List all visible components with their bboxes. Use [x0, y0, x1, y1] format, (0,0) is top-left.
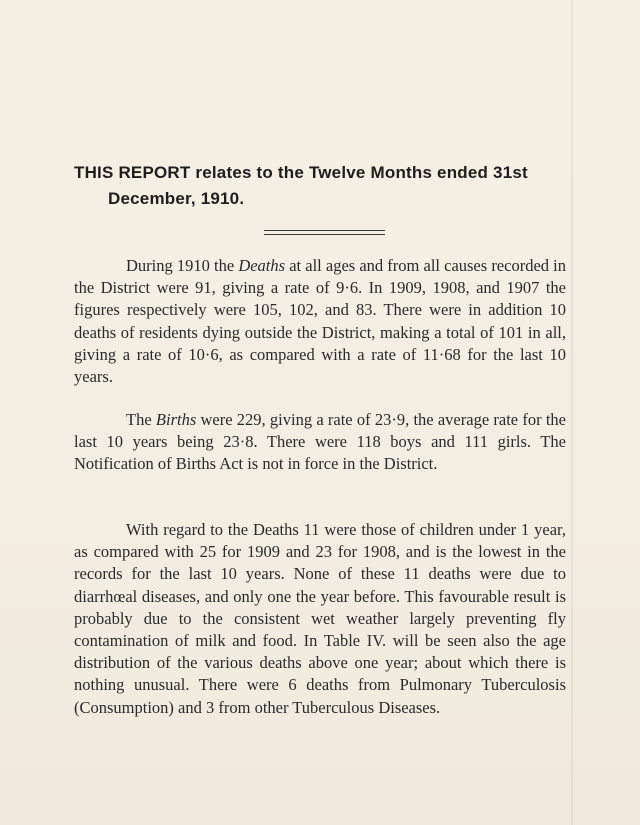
heading-line-1: THIS REPORT relates to the Twelve Months ended 31st [74, 163, 528, 182]
double-rule-bottom [264, 234, 385, 235]
text-run: were 229, giving a rate of 23·9, the average rate for the last 10 years being 23·8. There were 118 boys and 111 girls. The Notification of Births Act is not in force in the District. [74, 410, 566, 474]
text-run: at all ages and from all causes recorded in the District were 91, giving a rate of 9·6. In 1909, 1908, and 1907 the figures respectively were 105, 102, and 83. There were in addition 10 deaths of residents dying outside the District, making a total of 101 in all, giving a rate of 10·6, as compared with a rate of 11·68 for the last 10 years. [74, 256, 566, 387]
paragraph-text [74, 519, 566, 719]
text-run: The [126, 410, 156, 429]
report-heading [74, 160, 574, 212]
page-fold-shadow [571, 0, 573, 825]
emphasis-deaths: Deaths [238, 256, 286, 275]
heading-line-2: December, 1910. [108, 189, 245, 208]
paragraph-text [74, 409, 566, 476]
paragraph-text [74, 255, 566, 388]
paragraph-deaths [74, 255, 566, 388]
text-run: During 1910 the [126, 256, 239, 275]
paragraph-infant-deaths [74, 519, 566, 719]
text-run: With regard to the Deaths 11 were those of children under 1 year, as compared with 25 for 1909 and 23 for 1908, and is the lowest in the records for the last 10 years. None of these 11 deaths were due to diarrhœal diseases, and only one the year before. This favourable result is probably due to the consistent wet weather largely preventing fly contamination of milk and food. In Table IV. will be seen also the age distribution of the various deaths above one year; about which there is nothing unusual. There were 6 deaths from Pulmonary Tuberculosis (Consumption) and 3 from other Tuberculous Diseases. [74, 520, 566, 717]
paragraph-births [74, 409, 566, 476]
emphasis-births: Births [155, 410, 197, 429]
double-rule-top [264, 230, 385, 231]
